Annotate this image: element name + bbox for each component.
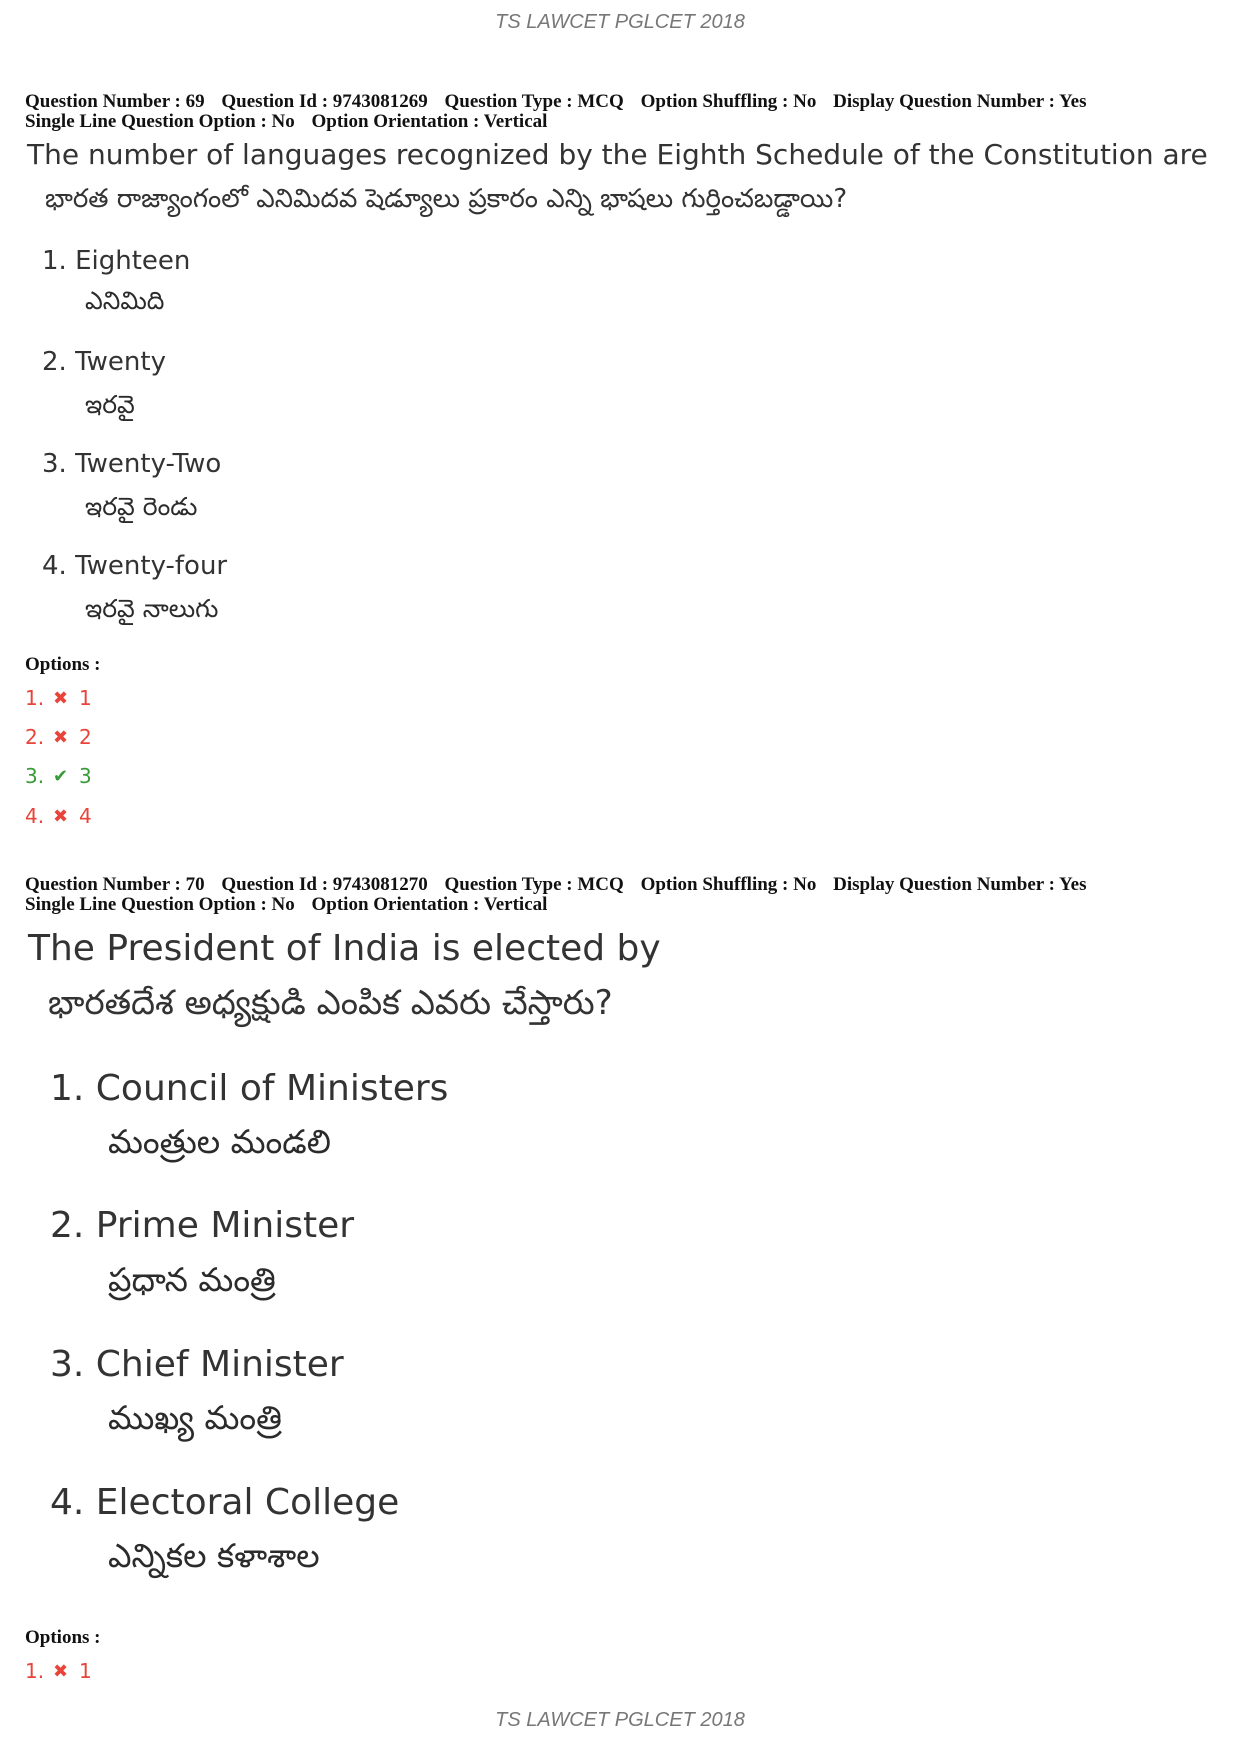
choice-en: 4. Twenty-four	[42, 551, 228, 581]
choice-te: ఇరవై నాలుగు	[85, 594, 219, 623]
option-row	[25, 725, 92, 749]
meta-question-id: Question Id : 9743081270	[221, 874, 428, 895]
option-row-correct	[25, 764, 92, 788]
cross-icon: ✖	[53, 805, 69, 827]
meta-orientation: Option Orientation : Vertical	[311, 894, 548, 915]
option-value: 2	[79, 725, 92, 749]
option-number: 1.	[25, 1659, 45, 1683]
option-value: 1	[79, 1659, 92, 1683]
cross-icon: ✖	[53, 726, 69, 748]
option-number: 1.	[25, 686, 45, 710]
option-number: 2.	[25, 725, 45, 749]
option-value: 1	[79, 686, 92, 710]
meta-display-number: Display Question Number : Yes	[833, 91, 1087, 112]
question-text-te: భారతదేశ అధ్యక్షుడి ఎంపిక ఎవరు చేస్తారు?	[48, 983, 613, 1023]
meta-question-number: Question Number : 69	[25, 91, 205, 112]
cross-icon: ✖	[53, 1660, 69, 1682]
choice-en: 2. Twenty	[42, 347, 166, 377]
choice-te: ఎనిమిది	[85, 286, 165, 315]
option-row	[25, 804, 92, 828]
choice-en: 2. Prime Minister	[50, 1205, 355, 1246]
meta-single-line: Single Line Question Option : No	[25, 894, 295, 915]
question-text-en: The number of languages recognized by the Eighth Schedule of the Constitution are	[27, 138, 1208, 171]
meta-single-line: Single Line Question Option : No	[25, 111, 295, 132]
choice-en: 1. Council of Ministers	[50, 1068, 449, 1109]
choice-te: మంత్రుల మండలి	[108, 1122, 331, 1161]
question-text-te: భారత రాజ్యాంగంలో ఎనిమిదవ షెడ్యూలు ప్రకారం ఎన్ని భాషలు గుర్తించబడ్డాయి?	[45, 184, 848, 214]
option-row	[25, 686, 92, 710]
check-icon: ✔	[53, 765, 69, 787]
choice-en: 3. Twenty-Two	[42, 449, 222, 479]
choice-en: 1. Eighteen	[42, 246, 191, 276]
choice-en: 3. Chief Minister	[50, 1344, 344, 1385]
question-70-meta	[25, 875, 1225, 915]
choice-te: ముఖ్య మంత్రి	[108, 1398, 282, 1437]
meta-option-shuffling: Option Shuffling : No	[640, 91, 817, 112]
choice-te: ఇరవై రెండు	[85, 492, 198, 521]
meta-option-shuffling: Option Shuffling : No	[640, 874, 817, 895]
meta-display-number: Display Question Number : Yes	[833, 874, 1087, 895]
option-value: 3	[79, 764, 92, 788]
option-number: 4.	[25, 804, 45, 828]
option-row	[25, 1659, 92, 1683]
question-text-en: The President of India is elected by	[28, 928, 661, 969]
choice-te: ఎన్నికల కళాశాల	[108, 1536, 320, 1575]
page-footer: TS LAWCET PGLCET 2018	[495, 1709, 745, 1731]
option-value: 4	[79, 804, 92, 828]
options-label: Options :	[25, 1627, 101, 1648]
meta-question-type: Question Type : MCQ	[444, 874, 624, 895]
meta-question-type: Question Type : MCQ	[444, 91, 624, 112]
page-header: TS LAWCET PGLCET 2018	[495, 11, 745, 33]
choice-te: ప్రధాన మంత్రి	[108, 1260, 276, 1299]
meta-question-number: Question Number : 70	[25, 874, 205, 895]
question-69-meta	[25, 92, 1225, 132]
cross-icon: ✖	[53, 687, 69, 709]
meta-orientation: Option Orientation : Vertical	[311, 111, 548, 132]
options-label: Options :	[25, 654, 101, 675]
choice-te: ఇరవై	[85, 390, 135, 419]
choice-en: 4. Electoral College	[50, 1482, 400, 1523]
meta-question-id: Question Id : 9743081269	[221, 91, 428, 112]
option-number: 3.	[25, 764, 45, 788]
